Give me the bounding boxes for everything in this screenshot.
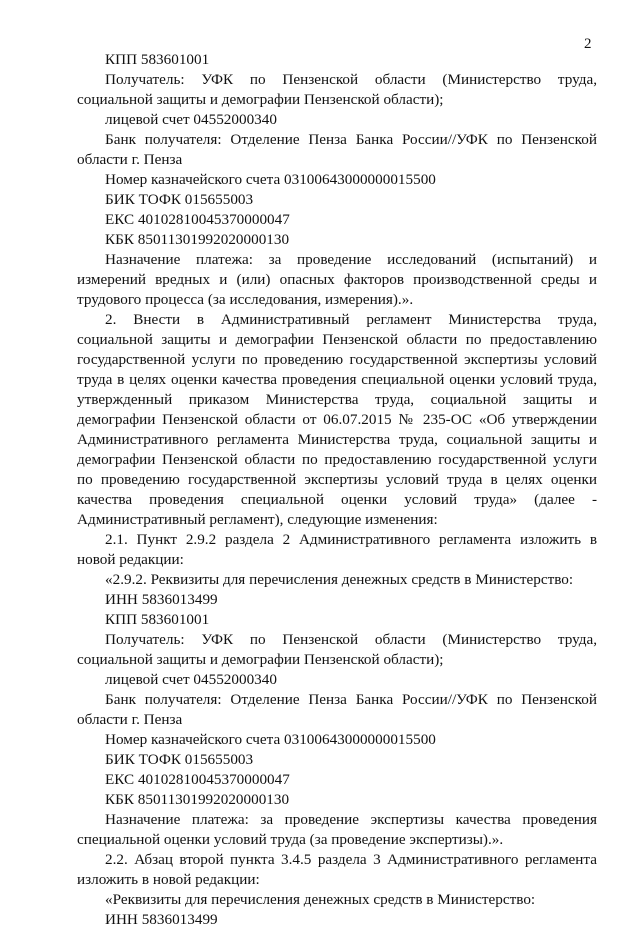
paragraph-recipient-bank: Банк получателя: Отделение Пенза Банка России//УФК по Пензенской области г. Пенза bbox=[77, 131, 597, 168]
paragraph-recipient: Получатель: УФК по Пензенской области (Министерство труда, социальной защиты и демографии Пензенской области); bbox=[77, 631, 597, 668]
paragraph-item-2-9-2: «2.9.2. Реквизиты для перечисления денежных средств в Министерство: bbox=[105, 571, 574, 588]
paragraph-payment-purpose: Назначение платежа: за проведение исследований (испытаний) и измерений вредных и (или) опасных факторов производственной среды и трудового процесса (за исследования, измерения).». bbox=[77, 251, 597, 308]
paragraph-kpp: КПП 583601001 bbox=[105, 611, 210, 628]
paragraph-kpp: КПП 583601001 bbox=[105, 51, 210, 68]
paragraph-kbk: КБК 85011301992020000130 bbox=[105, 791, 290, 808]
paragraph-personal-account: лицевой счет 04552000340 bbox=[105, 111, 277, 128]
paragraph-bik: БИК ТОФК 015655003 bbox=[105, 751, 254, 768]
paragraph-inn: ИНН 5836013499 bbox=[105, 911, 218, 928]
page-number: 2 bbox=[584, 36, 592, 52]
document-body bbox=[77, 50, 597, 930]
paragraph-personal-account: лицевой счет 04552000340 bbox=[105, 671, 277, 688]
paragraph-treasury-account: Номер казначейского счета 03100643000000015500 bbox=[105, 731, 436, 748]
paragraph-eks: ЕКС 40102810045370000047 bbox=[105, 771, 290, 788]
paragraph-treasury-account: Номер казначейского счета 03100643000000015500 bbox=[105, 171, 436, 188]
paragraph-item-2-1: 2.1. Пункт 2.9.2 раздела 2 Административного регламента изложить в новой редакции: bbox=[77, 531, 597, 568]
paragraph-payment-purpose: Назначение платежа: за проведение экспертизы качества проведения специальной оценки условий труда (за проведение экспертизы).». bbox=[77, 811, 597, 848]
paragraph-kbk: КБК 85011301992020000130 bbox=[105, 231, 290, 248]
paragraph-inn: ИНН 5836013499 bbox=[105, 591, 218, 608]
paragraph-eks: ЕКС 40102810045370000047 bbox=[105, 211, 290, 228]
paragraph-requisites-intro: «Реквизиты для перечисления денежных средств в Министерство: bbox=[105, 891, 536, 908]
paragraph-recipient-bank: Банк получателя: Отделение Пенза Банка России//УФК по Пензенской области г. Пенза bbox=[77, 691, 597, 728]
paragraph-bik: БИК ТОФК 015655003 bbox=[105, 191, 254, 208]
paragraph-item-2: 2. Внести в Административный регламент Министерства труда, социальной защиты и демографии Пензенской области по предоставлению государственной услуги по проведению государственной экспертизы условий труда в целях оценки качества проведения специальной оценки условий труда, утвержденный приказом Министерства труда, социальной защиты и демографии Пензенской области от 06.07.2015 № 235-ОС «Об утверждении Административного регламента Министерства труда, социальной защиты и демографии Пензенской области по предоставлению государственной услуги по проведению государственной экспертизы условий труда в целях оценки качества проведения специальной оценки условий труда» (далее - Административный регламент), следующие изменения: bbox=[77, 311, 597, 528]
paragraph-item-2-2: 2.2. Абзац второй пункта 3.4.5 раздела 3 Административного регламента изложить в новой редакции: bbox=[77, 851, 597, 888]
paragraph-recipient: Получатель: УФК по Пензенской области (Министерство труда, социальной защиты и демографии Пензенской области); bbox=[77, 71, 597, 108]
